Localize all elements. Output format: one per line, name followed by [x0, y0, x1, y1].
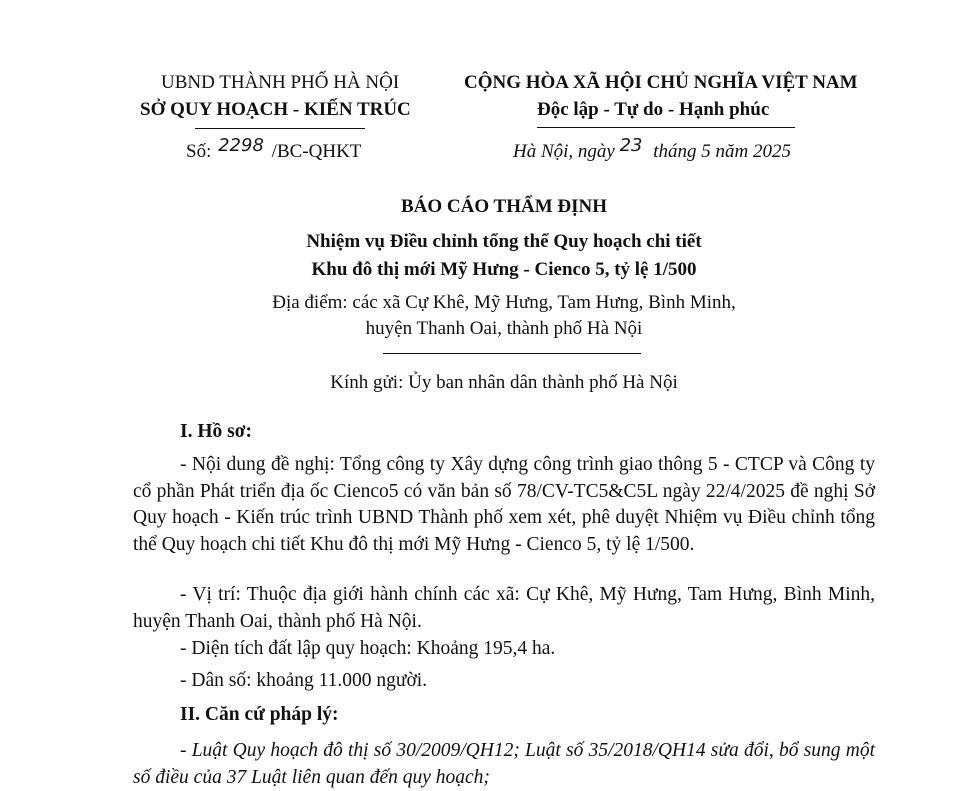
- section-1-heading: I. Hồ sơ:: [180, 421, 253, 442]
- issuer-underline: [195, 128, 365, 129]
- section-1-paragraph-4: - Dân số: khoảng 11.000 người.: [180, 670, 428, 691]
- national-title: CỘNG HÒA XÃ HỘI CHỦ NGHĨA VIỆT NAM: [464, 72, 858, 93]
- date-day-handwritten: 23: [619, 135, 643, 156]
- date-prefix: Hà Nội, ngày: [513, 141, 615, 162]
- section-1-paragraph-1: - Nội dung đề nghị: Tổng công ty Xây dựng công trình giao thông 5 - CTCP và Công ty cổ phần Phát triển địa ốc Cienco5 có văn bản số 78/CV-TC5&C5L ngày 22/4/2025 đề nghị Sở Quy hoạch - Kiến trúc trình UBND Thành phố xem xét, phê duyệt Nhiệm vụ Điều chỉnh tổng thể Quy hoạch chi tiết Khu đô thị mới Mỹ Hưng - Cienco 5, tỷ lệ 1/500.: [133, 454, 875, 555]
- report-title: BÁO CÁO THẨM ĐỊNH: [400, 196, 608, 217]
- title-separator: [383, 353, 641, 354]
- number-prefix: Số:: [186, 141, 212, 162]
- date-suffix: tháng 5 năm 2025: [653, 141, 792, 162]
- report-subtitle-1: Nhiệm vụ Điều chỉnh tổng thể Quy hoạch chi tiết: [306, 231, 702, 252]
- recipient-line: Kính gửi: Ủy ban nhân dân thành phố Hà Nội: [330, 372, 678, 393]
- document-number: [186, 135, 362, 163]
- national-motto: Độc lập - Tự do - Hạnh phúc: [537, 99, 770, 120]
- section-2-paragraph-1: - Luật Quy hoạch đô thị số 30/2009/QH12; Luật số 35/2018/QH14 sửa đổi, bổ sung một số điều của 37 Luật liên quan đến quy hoạch;: [133, 740, 875, 788]
- section-2-heading: II. Căn cứ pháp lý:: [180, 704, 339, 725]
- issuer-authority: UBND THÀNH PHỐ HÀ NỘI: [161, 72, 400, 93]
- location-line-2: huyện Thanh Oai, thành phố Hà Nội: [365, 318, 643, 339]
- report-subtitle-2: Khu đô thị mới Mỹ Hưng - Cienco 5, tỷ lệ 1/500: [311, 259, 697, 280]
- number-handwritten: 2298: [218, 135, 264, 156]
- document-date: [513, 135, 792, 163]
- section-1-paragraph-2: - Vị trí: Thuộc địa giới hành chính các xã: Cự Khê, Mỹ Hưng, Tam Hưng, Bình Minh, huyện Thanh Oai, thành phố Hà Nội.: [133, 584, 875, 632]
- number-suffix: /BC-QHKT: [271, 141, 362, 162]
- location-line-1: Địa điểm: các xã Cự Khê, Mỹ Hưng, Tam Hưng, Bình Minh,: [272, 292, 736, 313]
- motto-underline: [537, 127, 795, 128]
- issuer-department: SỞ QUY HOẠCH - KIẾN TRÚC: [140, 99, 411, 120]
- section-1-paragraph-3: - Diện tích đất lập quy hoạch: Khoảng 195,4 ha.: [180, 638, 556, 659]
